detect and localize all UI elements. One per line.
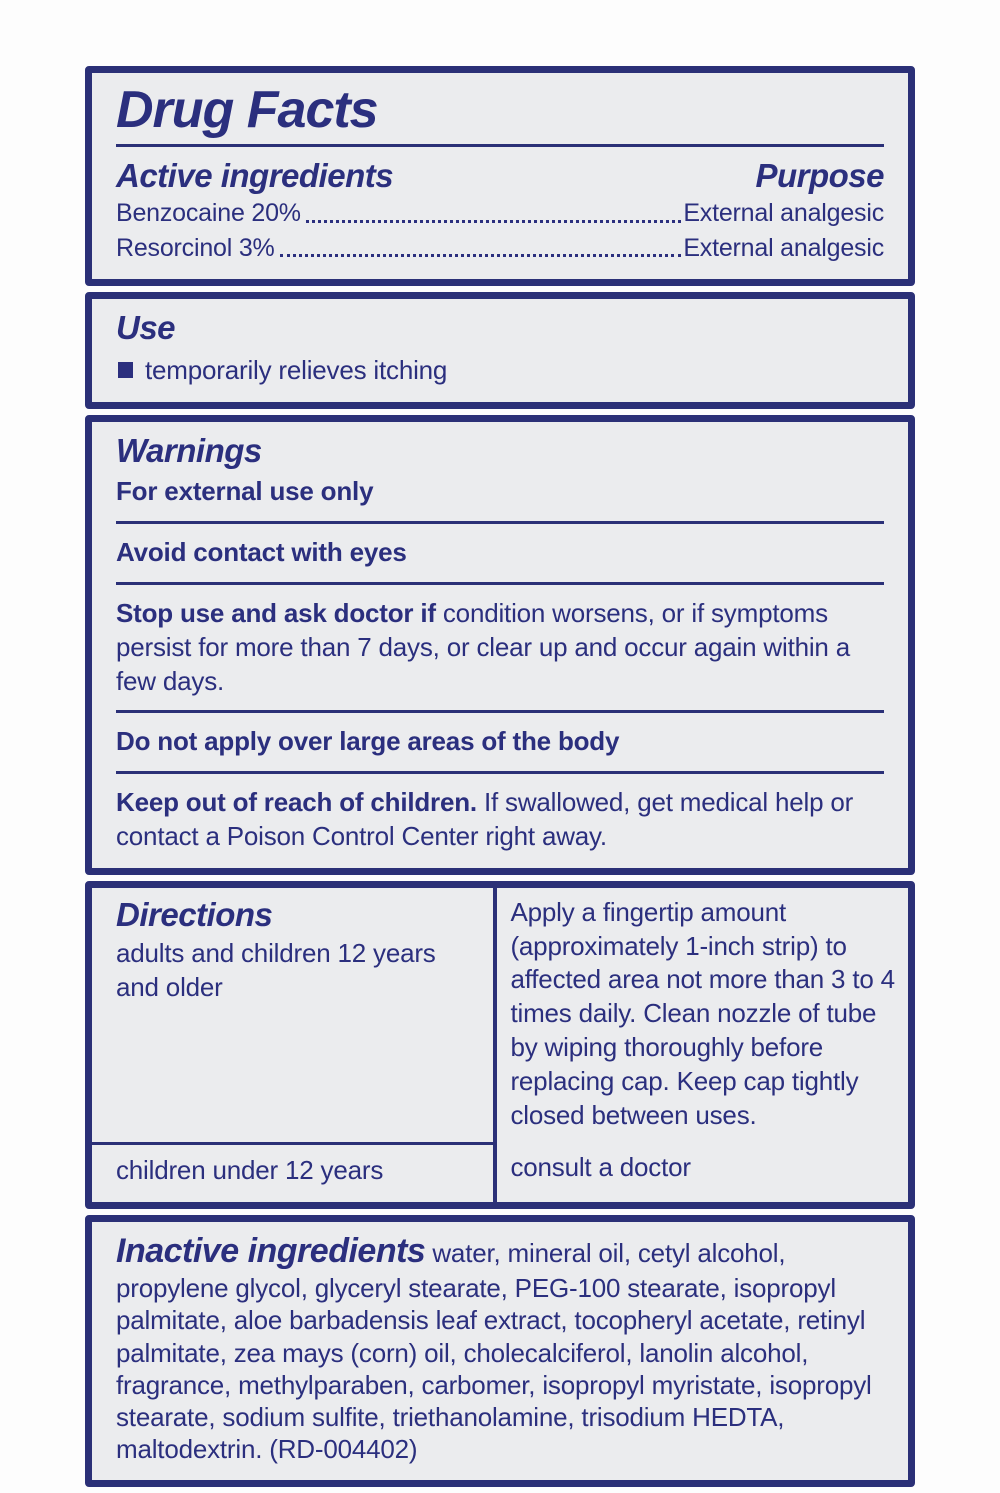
directions-cell-instructions — [493, 888, 908, 1143]
directions-heading: Directions — [116, 895, 273, 933]
active-ingredient-row — [116, 231, 884, 266]
ingredient-name: Benzocaine 20% — [116, 199, 301, 228]
square-bullet-icon — [118, 362, 133, 378]
section-use — [85, 292, 915, 409]
ingredient-purpose: External analgesic — [683, 233, 884, 262]
warning-bold-text: For external use only — [116, 476, 374, 507]
warning-bold-text: Avoid contact with eyes — [116, 537, 407, 568]
warning-divider — [116, 582, 884, 585]
directions-table — [92, 888, 908, 1202]
warning-normal-text: condition worsens, or if symptoms persist for more than 7 days, or clear up and occur again within a few days. — [116, 597, 850, 696]
directions-population-text: adults and children 12 years and older — [116, 937, 436, 1002]
section-directions — [85, 881, 915, 1209]
purpose-heading: Purpose — [755, 156, 884, 194]
page-title: Drug Facts — [116, 81, 378, 139]
warning-item — [116, 597, 884, 698]
warning-item — [116, 536, 884, 570]
title-rule — [116, 144, 884, 147]
active-ingredients-heading: Active ingredients — [116, 156, 394, 194]
warning-divider — [116, 771, 884, 774]
directions-cell-children — [92, 1142, 493, 1202]
directions-instructions-text: Apply a fingertip amount (approximately 1-inch strip) to affected area not more than 3 to 4 times daily. Clean nozzle of tube by wiping thoroughly before replacing cap. Keep cap tightly closed between uses. — [510, 896, 895, 1130]
directions-cell-consult — [493, 1142, 908, 1202]
ingredient-purpose: External analgesic — [683, 199, 884, 228]
use-bullet-row — [116, 354, 884, 388]
section-warnings — [85, 415, 915, 875]
active-ingredient-row — [116, 196, 884, 231]
warning-bold-text: Keep out of reach of children. — [116, 787, 477, 818]
section-active-ingredients — [85, 66, 915, 286]
inactive-ingredients-paragraph — [116, 1230, 884, 1466]
warning-bold-text: Stop use and ask doctor if — [116, 597, 436, 628]
warning-normal-text: If swallowed, get medical help or contact a Poison Control Center right away. — [116, 787, 854, 851]
warning-item — [116, 725, 884, 759]
warning-bold-text: Do not apply over large areas of the body — [116, 726, 620, 757]
warning-divider — [116, 521, 884, 524]
drug-facts-label — [85, 66, 915, 1493]
inactive-ingredients-text: water, mineral oil, cetyl alcohol, propylene glycol, glyceryl stearate, PEG-100 stearate, isopropyl palmitate, aloe barbadensis leaf extract, tocopheryl acetate, retinyl palmitate, zea mays (corn) oil, cholecalciferol, lanolin alcohol, fragrance, methylparaben, carbomer, isopropyl myristate, isopropyl stearate, sodium sulfite, triethanolamine, trisodium HEDTA, maltodextrin. (RD-004402) — [116, 1238, 872, 1465]
dot-leader — [306, 220, 681, 223]
warning-divider — [116, 710, 884, 713]
warning-item — [116, 786, 884, 854]
warnings-heading: Warnings — [116, 432, 262, 470]
section-inactive-ingredients — [85, 1215, 915, 1487]
directions-consult-text: consult a doctor — [510, 1152, 691, 1183]
use-bullet-text: temporarily relieves itching — [145, 355, 448, 386]
use-heading: Use — [116, 309, 176, 347]
directions-cell-population — [92, 888, 493, 1143]
dot-leader — [280, 254, 682, 257]
active-purpose-header-row — [116, 155, 884, 196]
directions-children-text: children under 12 years — [116, 1155, 384, 1186]
warning-item — [116, 475, 884, 509]
inactive-ingredients-heading: Inactive ingredients — [116, 1232, 426, 1271]
ingredient-name: Resorcinol 3% — [116, 233, 275, 262]
